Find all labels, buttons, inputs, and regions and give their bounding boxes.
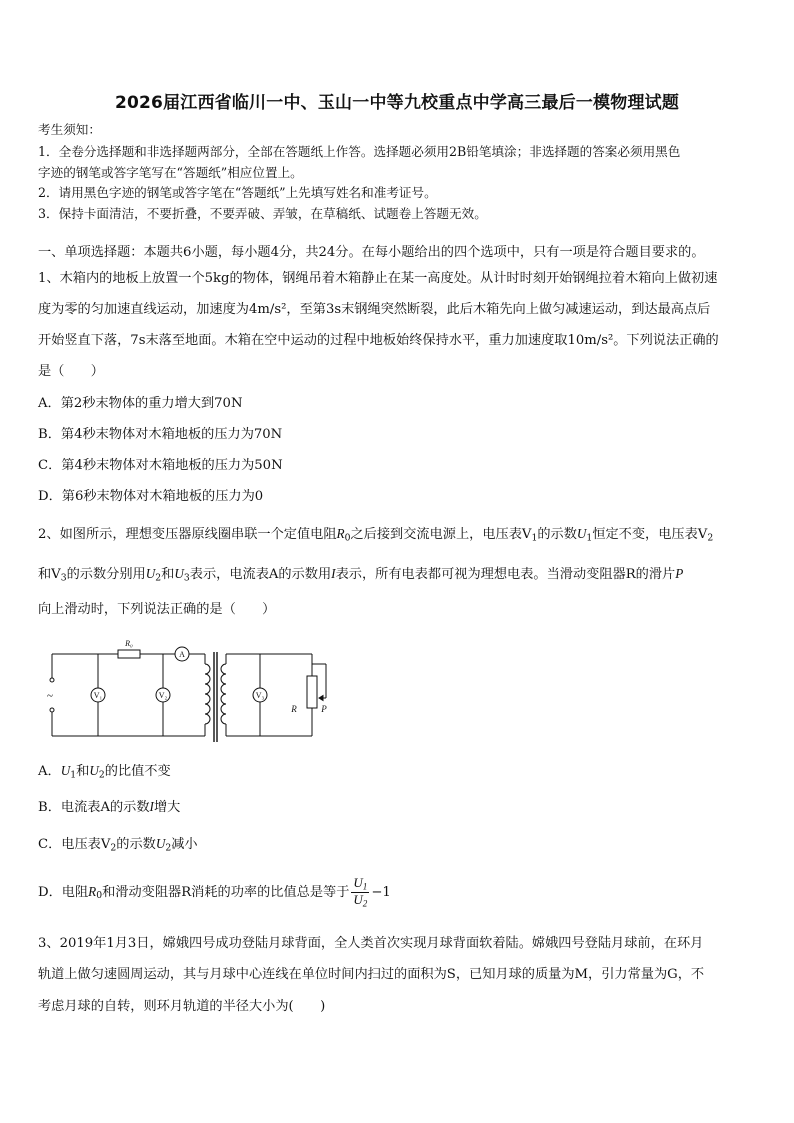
q2-line: 和$V_3$的示数分别用$U_2$和$U_3$表示，电流表A的示数用I表示，所有电表都可视为理想电表。当滑动变阻器R的滑片P xyxy=(38,566,684,584)
q2-option-d: D．电阻$R_0$和滑动变阻器R消耗的功率的比值总是等于 $\frac{U_1}{U_2}$ −1 xyxy=(38,875,391,909)
q1-line: 是（ ） xyxy=(38,364,104,379)
q3-line: 轨道上做匀速圆周运动，其与月球中心连线在单位时间内扫过的面积为S，已知月球的质量为M，引力常量为G，不 xyxy=(38,967,705,982)
notice-line: 1．全卷分选择题和非选择题两部分，全部在答题纸上作答。选择题必须用2B铅笔填涂；非选择题的答案必须用黑色 xyxy=(38,144,681,159)
notice-line: 3．保持卡面清洁，不要折叠，不要弄破、弄皱，在草稿纸、试题卷上答题无效。 xyxy=(38,206,487,221)
q2-line: 向上滑动时，下列说法正确的是（ ） xyxy=(38,602,276,617)
q2-option-a: A．$U_1$和$U_2$的比值不变 xyxy=(38,763,171,781)
q2-option-c: C．电压表$V_2$的示数$U_2$减小 xyxy=(38,836,198,854)
q3-line: 3、2019年1月3日，嫦娥四号成功登陆月球背面，全人类首次实现月球背面软着陆。嫦娥四号登陆月球前，在环月 xyxy=(38,936,704,951)
label-v2: V₂ xyxy=(158,691,168,700)
slider-arrow xyxy=(319,696,323,701)
ac-source-symbol: ~ xyxy=(47,690,53,702)
q3-line: 考虑月球的自转，则环月轨道的半径大小为( ) xyxy=(38,999,326,1014)
notice-line: 字迹的钢笔或答字笔写在“答题纸”相应位置上。 xyxy=(38,165,303,180)
q2-line: 2、如图所示，理想变压器原线圈串联一个定值电阻$R_0$之后接到交流电源上，电压表$V_1$的示数$U_1$恒定不变，电压表$V_2$ xyxy=(38,526,714,544)
q1-option-a: A．第2秒末物体的重力增大到70N xyxy=(38,396,243,411)
primary-coil xyxy=(205,664,210,724)
section-heading: 一、单项选择题：本题共6小题，每小题4分，共24分。在每小题给出的四个选项中，只有一项是符合题目要求的。 xyxy=(38,245,705,260)
label-p: P xyxy=(321,704,327,714)
q1-option-c: C．第4秒末物体对木箱地板的压力为50N xyxy=(38,458,283,473)
label-a: A xyxy=(179,650,185,659)
label-r0: R₀ xyxy=(125,639,133,648)
q1-line: 开始竖直下落，7s末落至地面。木箱在空中运动的过程中地板始终保持水平，重力加速度取10m/s²。下列说法正确的 xyxy=(38,333,719,348)
q1-option-b: B．第4秒末物体对木箱地板的压力为70N xyxy=(38,427,283,442)
label-r: R xyxy=(291,704,297,714)
fraction-u1-over-u2: $\frac{U_1}{U_2}$ xyxy=(353,875,368,909)
q1-line: 度为零的匀加速直线运动，加速度为4m/s²，至第3s末钢绳突然断裂，此后木箱先向上做匀减速运动，到达最高点后 xyxy=(38,302,711,317)
rheostat-r xyxy=(307,676,317,708)
notice-line: 2．请用黑色字迹的钢笔或答字笔在“答题纸”上先填写姓名和准考证号。 xyxy=(38,185,437,200)
label-v1: V₁ xyxy=(93,691,103,700)
transformer-circuit-diagram xyxy=(40,639,340,746)
q2-option-b: B．电流表A的示数I增大 xyxy=(38,799,181,815)
notice-heading: 考生须知： xyxy=(38,122,101,137)
q1-line: 1、木箱内的地板上放置一个5kg的物体，钢绳吊着木箱静止在某一高度处。从计时时刻开始钢绳拉着木箱向上做初速 xyxy=(38,271,718,286)
secondary-coil xyxy=(221,664,226,724)
page-title: 2026届江西省临川一中、玉山一中等九校重点中学高三最后一模物理试题 xyxy=(114,93,680,113)
label-v3: V₃ xyxy=(255,691,265,700)
resistor-r0 xyxy=(118,650,140,658)
q1-option-d: D．第6秒末物体对木箱地板的压力为0 xyxy=(38,489,264,504)
